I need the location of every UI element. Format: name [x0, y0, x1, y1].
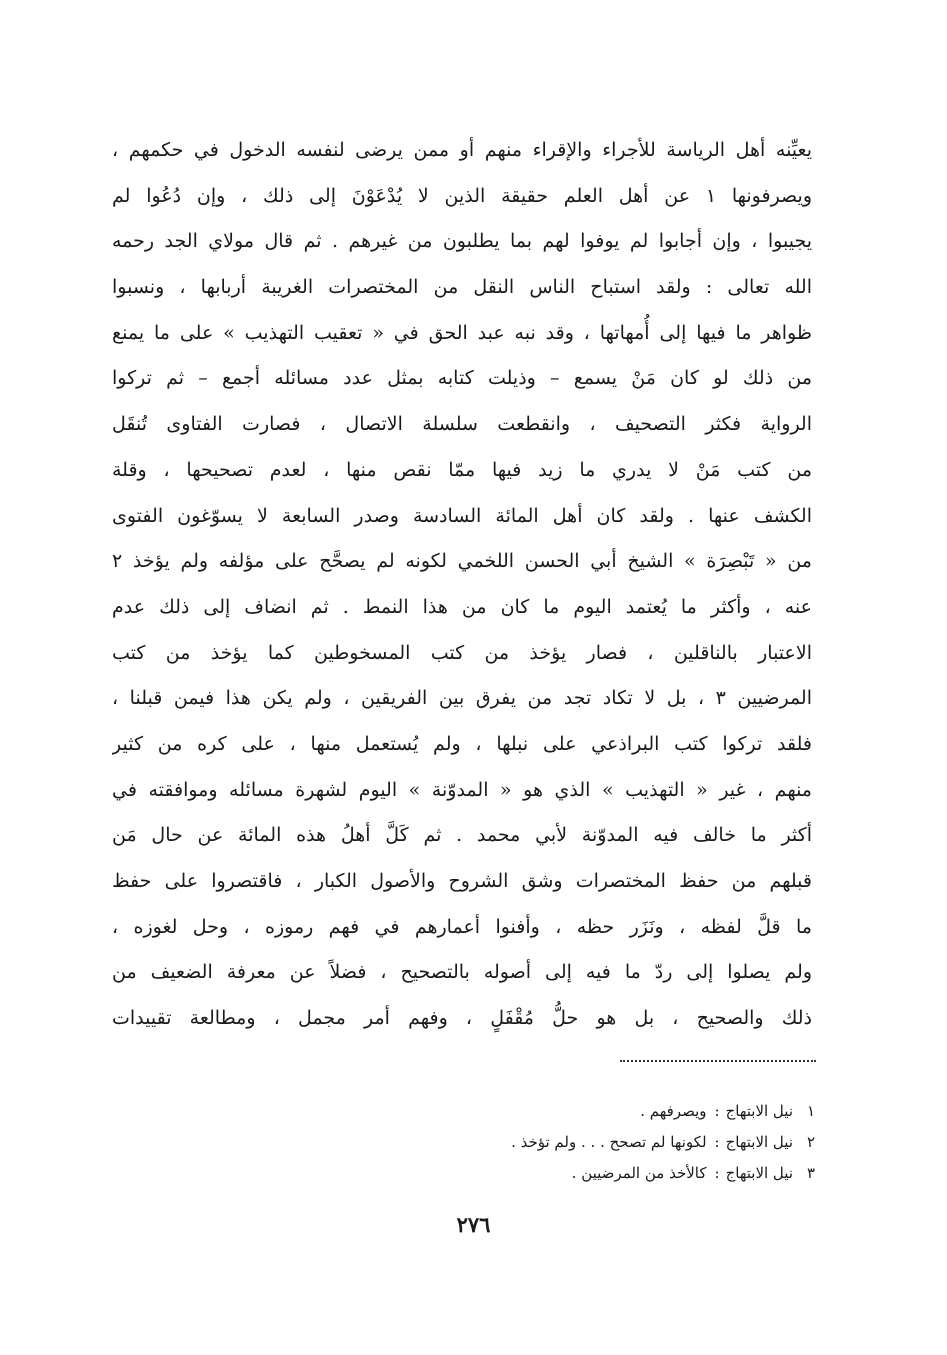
- footnote-source: نيل الابتهاج: [725, 1102, 793, 1120]
- footnote-item: [255, 1096, 815, 1127]
- footnotes: [255, 1096, 815, 1189]
- text-line: الرواية فكثر التصحيف ، وانقطعت سلسلة الاتصال ، فصارت الفتاوى تُنقَل: [112, 413, 812, 436]
- text-line: ولم يصلوا إلى ردّ ما فيه إلى أصوله بالتصحيح ، فضلاً عن معرفة الضعيف من: [112, 961, 812, 984]
- text-line: الله تعالى : ولقد استباح الناس النقل من المختصرات الغريبة أربابها ، ونسبوا: [112, 276, 812, 299]
- footnote-text: كالأخذ من المرضيين .: [571, 1164, 707, 1182]
- text-line: من « تَبْصِرَة » الشيخ أبي الحسن اللخمي لكونه لم يصحَّح على مؤلفه ولم يؤخذ ٢: [112, 550, 812, 573]
- text-line: يجيبوا ، وإن أجابوا لم يوفوا لهم بما يطلبون من غيرهم . ثم قال مولاي الجد رحمه: [112, 230, 812, 253]
- footnote-colon: :: [714, 1102, 720, 1120]
- text-line: منهم ، غير « التهذيب » الذي هو « المدوّنة » اليوم لشهرة مسائله وموافقته في: [112, 778, 812, 801]
- footnote-number: ٣: [806, 1164, 815, 1182]
- footnote-text: ويصرفهم .: [640, 1102, 707, 1120]
- text-line: ذلك والصحيح ، بل هو حلُّ مُقْفَلٍ ، وفهم أمر مجمل ، ومطالعة تقييدات: [112, 1007, 812, 1030]
- footnote-item: [255, 1158, 815, 1189]
- text-line: أكثر ما خالف فيه المدوّنة لأبي محمد . ثم كَلَّ أهلُ هذه المائة عن حال مَن: [112, 824, 812, 847]
- text-line: الكشف عنها . ولقد كان أهل المائة السادسة وصدر السابعة لا يسوّغون الفتوى: [112, 504, 812, 527]
- footnote-item: [255, 1127, 815, 1158]
- footnote-separator: [620, 1060, 816, 1062]
- text-line: يعيِّنه أهل الرياسة للأجراء والإقراء منهم أو ممن يرضى لنفسه الدخول في حكمهم ،: [112, 139, 812, 161]
- text-line: فلقد تركوا كتب البراذعي على نبلها ، ولم يُستعمل منها ، على كره من كثير: [112, 732, 812, 755]
- main-text-block: [112, 128, 812, 1042]
- text-line: عنه ، وأكثر ما يُعتمد اليوم ما كان من هذا النمط . ثم انضاف إلى ذلك عدم: [112, 595, 812, 618]
- footnote-source: نيل الابتهاج: [725, 1133, 793, 1151]
- footnote-colon: :: [714, 1164, 720, 1182]
- text-line: من ذلك لو كان مَنْ يسمع – وذيلت كتابه بمثل عدد مسائله أجمع – ثم تركوا: [112, 367, 812, 390]
- page-number: ٢٧٦: [456, 1212, 491, 1237]
- text-line: من كتب مَنْ لا يدري ما زيد فيها ممّا نقص منها ، لعدم تصحيحها ، وقلة: [112, 458, 812, 481]
- text-line: قبلهم من حفظ المختصرات وشق الشروح والأصول الكبار ، فاقتصروا على حفظ: [112, 870, 812, 892]
- text-line: ما قلَّ لفظه ، ونَزَر حظه ، وأفنوا أعمارهم في فهم رموزه ، وحل لغوزه ،: [112, 915, 812, 938]
- text-line: ويصرفونها ١ عن أهل العلم حقيقة الذين لا يُدْعَوْنَ إلى ذلك ، وإن دُعُوا لم: [112, 184, 812, 207]
- footnote-source: نيل الابتهاج: [725, 1164, 793, 1182]
- footnote-colon: :: [714, 1133, 720, 1151]
- text-line: ظواهر ما فيها إلى أُمهاتها ، وقد نبه عبد الحق في « تعقيب التهذيب » على ما يمنع: [112, 321, 812, 344]
- footnote-number: ٢: [806, 1133, 815, 1151]
- text-line: الاعتبار بالناقلين ، فصار يؤخذ من كتب المسخوطين كما يؤخذ من كتب: [112, 641, 812, 664]
- footnote-number: ١: [806, 1102, 815, 1120]
- footnote-text: لكونها لم تصحح . . . ولم تؤخذ .: [511, 1133, 707, 1151]
- text-line: المرضيين ٣ ، بل لا تكاد تجد من يفرق بين الفريقين ، ولم يكن هذا فيمن قبلنا ،: [112, 687, 812, 710]
